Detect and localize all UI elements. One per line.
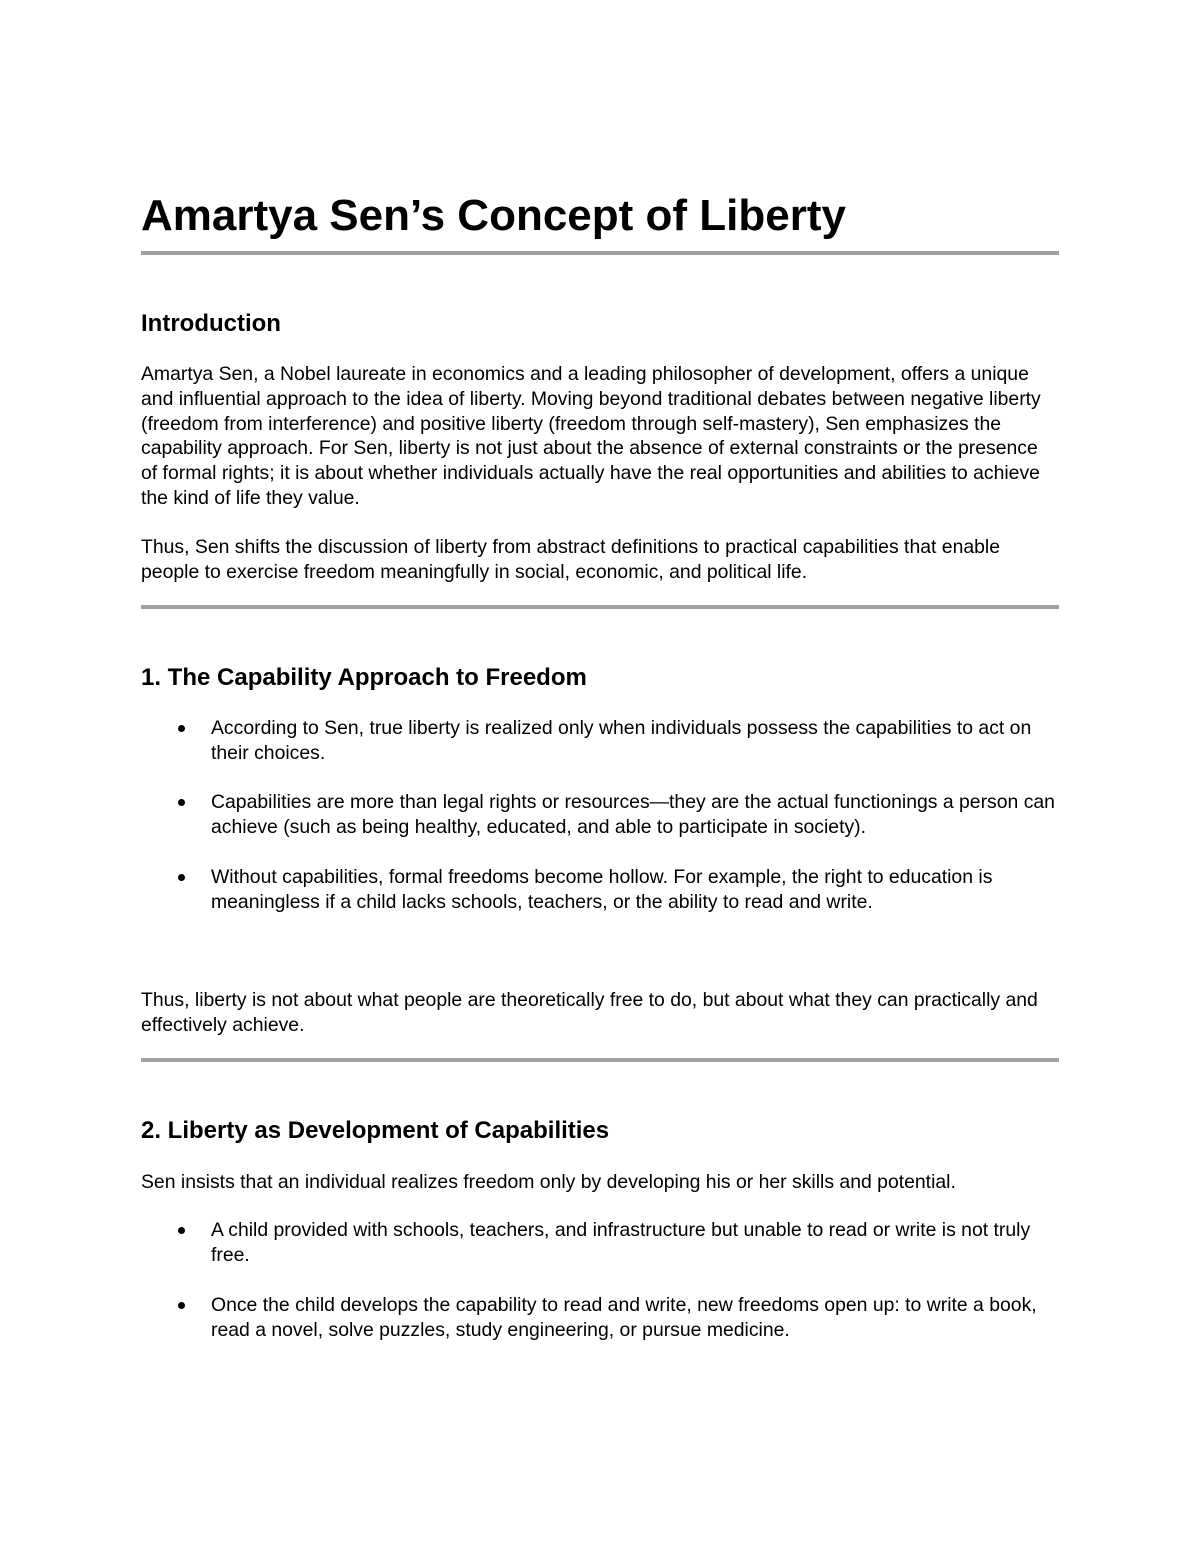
section2-heading: 2. Liberty as Development of Capabilities: [141, 1117, 610, 1144]
section1-heading: 1. The Capability Approach to Freedom: [141, 664, 587, 691]
intro-paragraph-2: Thus, Sen shifts the discussion of liberty from abstract definitions to practical capabilities that enable people to exercise freedom meaningfully in social, economic, and political life.: [141, 536, 1001, 583]
intro-heading: Introduction: [141, 310, 281, 337]
section2-paragraph: Sen insists that an individual realizes freedom only by developing his or her skills and potential.: [141, 1171, 956, 1193]
section-divider-2: [141, 1058, 1059, 1062]
bullet-icon: [178, 874, 185, 881]
bullet-icon: [178, 799, 185, 806]
list-item-text: Without capabilities, formal freedoms become hollow. For example, the right to education is meaningless if a child lacks schools, teachers, or the ability to read and write.: [211, 866, 993, 913]
document-title: Amartya Sen’s Concept of Liberty: [141, 191, 846, 240]
intro-paragraph-1: Amartya Sen, a Nobel laureate in economics and a leading philosopher of development, offers a unique and influential approach to the idea of liberty. Moving beyond traditional debates between negative liberty (freedom from interference) and positive liberty (freedom through self-mastery), Sen emphasizes the capability approach. For Sen, liberty is not just about the absence of external constraints or the presence of formal rights; it is about whether individuals actually have the real opportunities and abilities to achieve the kind of life they value.: [141, 363, 1041, 509]
section1-conclusion: Thus, liberty is not about what people are theoretically free to do, but about what they can practically and effectively achieve.: [141, 989, 1038, 1036]
bullet-icon: [178, 1227, 185, 1234]
list-item-text: According to Sen, true liberty is realized only when individuals possess the capabilities to act on their choices.: [211, 717, 1032, 764]
section-divider-1: [141, 605, 1059, 609]
bullet-icon: [178, 725, 185, 732]
bullet-icon: [178, 1302, 185, 1309]
title-divider: [141, 251, 1059, 255]
list-item-text: A child provided with schools, teachers, and infrastructure but unable to read or write is not truly free.: [211, 1219, 1031, 1266]
list-item-text: Once the child develops the capability to read and write, new freedoms open up: to write a book, read a novel, solve puzzles, study engineering, or pursue medicine.: [211, 1294, 1037, 1341]
list-item-text: Capabilities are more than legal rights or resources—they are the actual functionings a person can achieve (such as being healthy, educated, and able to participate in society).: [211, 791, 1055, 838]
